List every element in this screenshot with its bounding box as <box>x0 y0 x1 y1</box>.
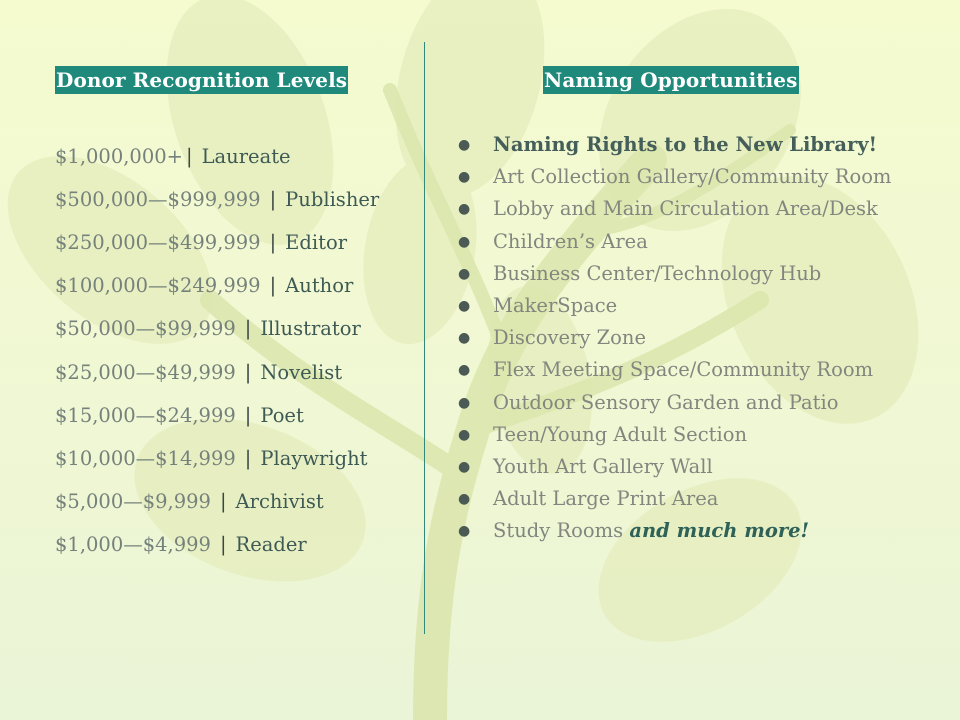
donor-level-row <box>55 221 379 264</box>
naming-opportunity-text: Business Center/Technology Hub <box>493 261 822 285</box>
bullet-icon: ● <box>458 459 471 476</box>
donor-level-amount: $500,000—$999,999 <box>55 187 261 211</box>
donor-levels-list <box>55 135 379 567</box>
naming-opportunity-text: Flex Meeting Space/Community Room <box>493 358 874 382</box>
donor-level-row <box>55 437 379 480</box>
naming-opportunity-item <box>456 419 926 451</box>
donor-level-separator: | <box>269 230 277 254</box>
naming-opportunity-text: Youth Art Gallery Wall <box>493 455 713 479</box>
donor-recognition-heading: Donor Recognition Levels <box>56 68 348 92</box>
naming-opportunity-text: Study Rooms <box>493 519 624 543</box>
bullet-icon: ● <box>458 169 471 186</box>
donor-level-separator: | <box>269 187 277 211</box>
naming-opportunity-text: Outdoor Sensory Garden and Patio <box>493 390 839 414</box>
column-divider <box>424 42 425 634</box>
donor-level-row <box>55 265 379 308</box>
donor-level-separator: | <box>186 144 193 168</box>
bullet-icon: ● <box>458 394 471 411</box>
bullet-icon: ● <box>458 233 471 250</box>
donor-level-row <box>55 308 379 351</box>
donor-level-amount: $250,000—$499,999 <box>55 230 261 254</box>
donor-level-row <box>55 178 379 221</box>
bullet-icon: ● <box>458 137 471 153</box>
donor-level-amount: $100,000—$249,999 <box>55 274 261 298</box>
donor-level-title: Poet <box>260 403 304 427</box>
naming-opportunity-text: Naming Rights to the New Library! <box>493 133 878 156</box>
donor-level-title: Author <box>285 274 354 298</box>
donor-level-title: Editor <box>285 230 348 254</box>
naming-opportunity-item <box>456 161 926 193</box>
donor-level-row <box>55 524 379 567</box>
donor-level-separator: | <box>244 360 252 384</box>
naming-opportunities-heading: Naming Opportunities <box>544 68 798 92</box>
naming-opportunity-item <box>456 322 926 354</box>
donor-level-row <box>55 481 379 524</box>
naming-opportunity-item <box>456 290 926 322</box>
donor-level-row <box>55 135 379 178</box>
donor-level-amount: $1,000,000+ <box>55 144 183 168</box>
naming-opportunity-emphasis: and much more! <box>629 519 810 543</box>
naming-opportunity-item <box>456 193 926 225</box>
donor-level-amount: $1,000—$4,999 <box>55 533 211 557</box>
bullet-icon: ● <box>458 298 471 315</box>
naming-opportunity-item <box>456 258 926 290</box>
donor-level-amount: $50,000—$99,999 <box>55 317 236 341</box>
naming-opportunity-item <box>456 451 926 483</box>
naming-opportunity-text: MakerSpace <box>493 294 618 318</box>
donor-level-title: Laureate <box>201 144 291 168</box>
donor-level-separator: | <box>219 533 227 557</box>
donor-level-amount: $5,000—$9,999 <box>55 490 211 514</box>
donor-level-amount: $10,000—$14,999 <box>55 446 236 470</box>
naming-opportunity-text: Lobby and Main Circulation Area/Desk <box>493 197 878 221</box>
donor-level-row <box>55 351 379 394</box>
naming-opportunity-text: Art Collection Gallery/Community Room <box>493 165 892 189</box>
donor-level-title: Illustrator <box>260 317 361 341</box>
naming-opportunity-item <box>456 515 926 547</box>
naming-opportunity-text: Adult Large Print Area <box>493 487 719 511</box>
bullet-icon: ● <box>458 426 471 443</box>
naming-opportunity-item <box>456 483 926 515</box>
donor-level-title: Reader <box>235 533 307 557</box>
naming-opportunity-text: Children’s Area <box>493 229 648 253</box>
bullet-icon: ● <box>458 201 471 218</box>
donor-level-title: Playwright <box>260 446 368 470</box>
donor-level-separator: | <box>269 274 277 298</box>
donor-level-separator: | <box>219 490 227 514</box>
naming-opportunity-item <box>456 226 926 258</box>
naming-opportunity-item <box>456 129 926 161</box>
donor-level-separator: | <box>244 403 252 427</box>
donor-level-separator: | <box>244 446 252 470</box>
naming-opportunity-text: Discovery Zone <box>493 326 647 350</box>
bullet-icon: ● <box>458 362 471 379</box>
donor-level-row <box>55 394 379 437</box>
donor-level-separator: | <box>244 317 252 341</box>
donor-level-title: Publisher <box>285 187 380 211</box>
donor-level-title: Archivist <box>235 490 324 514</box>
bullet-icon: ● <box>458 330 471 347</box>
bullet-icon: ● <box>458 523 471 540</box>
donor-level-amount: $15,000—$24,999 <box>55 403 236 427</box>
bullet-icon: ● <box>458 491 471 508</box>
bullet-icon: ● <box>458 265 471 282</box>
naming-opportunity-item <box>456 387 926 419</box>
naming-opportunities-list <box>456 129 926 548</box>
naming-opportunity-text: Teen/Young Adult Section <box>493 422 748 446</box>
naming-opportunity-item <box>456 354 926 386</box>
donor-level-title: Novelist <box>260 360 343 384</box>
donor-level-amount: $25,000—$49,999 <box>55 360 236 384</box>
